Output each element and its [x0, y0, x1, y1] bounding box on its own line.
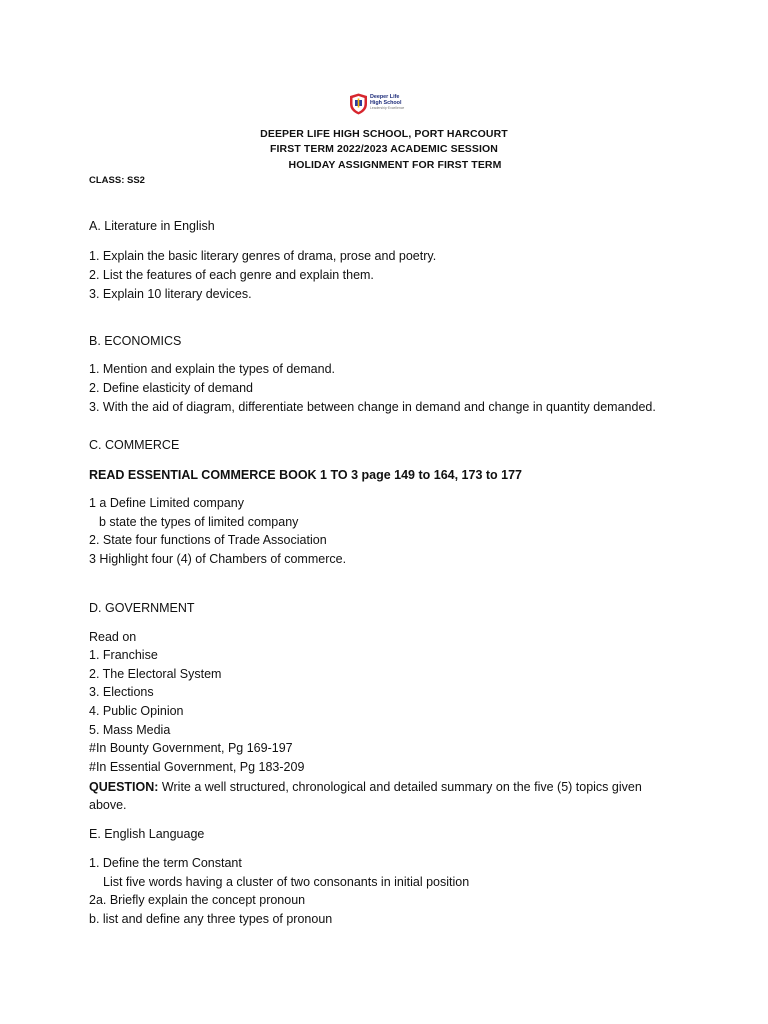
section-heading-literature: A. Literature in English	[89, 219, 215, 233]
list-item: 1. Explain the basic literary genres of drama, prose and poetry.	[89, 249, 437, 263]
section-heading-english: E. English Language	[89, 827, 205, 841]
list-item: b. list and define any three types of pronoun	[89, 912, 333, 926]
question-continuation: above.	[89, 798, 127, 812]
school-logo	[349, 93, 409, 115]
list-item: 1. Define the term Constant	[89, 856, 242, 870]
list-item: 2a. Briefly explain the concept pronoun	[89, 893, 306, 907]
class-label: CLASS: SS2	[89, 175, 145, 186]
logo-line-1: Deeper Life	[370, 94, 400, 100]
reference-line: #In Bounty Government, Pg 169-197	[89, 741, 293, 755]
list-item: 5. Mass Media	[89, 723, 171, 737]
list-item: b state the types of limited company	[99, 515, 299, 529]
list-item: 2. State four functions of Trade Association	[89, 533, 327, 547]
logo-tagline: Leadership·Excellence	[370, 106, 405, 111]
list-item: 3. With the aid of diagram, differentiate between change in demand and change in quantity demanded.	[89, 400, 656, 414]
school-name: DEEPER LIFE HIGH SCHOOL, PORT HARCOURT	[260, 128, 508, 140]
school-crest-icon	[349, 93, 368, 115]
reference-line: #In Essential Government, Pg 183-209	[89, 760, 305, 774]
section-heading-government: D. GOVERNMENT	[89, 601, 195, 615]
assignment-title: HOLIDAY ASSIGNMENT FOR FIRST TERM	[288, 159, 502, 171]
list-item: 2. List the features of each genre and explain them.	[89, 268, 374, 282]
question-text: Write a well structured, chronological and detailed summary on the five (5) topics given	[158, 780, 642, 794]
list-item: 2. The Electoral System	[89, 667, 222, 681]
commerce-reading-instruction: READ ESSENTIAL COMMERCE BOOK 1 TO 3 page 149 to 164, 173 to 177	[89, 468, 522, 482]
list-item: 1. Franchise	[89, 648, 158, 662]
list-item: 3. Explain 10 literary devices.	[89, 287, 252, 301]
list-item: 1 a Define Limited company	[89, 496, 244, 510]
question-label: QUESTION:	[89, 780, 159, 794]
section-heading-economics: B. ECONOMICS	[89, 334, 182, 348]
logo-wordmark	[370, 94, 404, 110]
list-item: 4. Public Opinion	[89, 704, 184, 718]
list-item: 3 Highlight four (4) of Chambers of commerce.	[89, 552, 347, 566]
list-item: 3. Elections	[89, 685, 154, 699]
government-question	[89, 780, 642, 794]
list-item: 2. Define elasticity of demand	[89, 381, 253, 395]
term-title: FIRST TERM 2022/2023 ACADEMIC SESSION	[270, 143, 498, 155]
section-heading-commerce: C. COMMERCE	[89, 438, 180, 452]
logo-line-2: High School	[370, 100, 402, 107]
list-item: List five words having a cluster of two consonants in initial position	[103, 875, 470, 889]
read-on-label: Read on	[89, 630, 137, 644]
list-item: 1. Mention and explain the types of demand.	[89, 362, 335, 376]
